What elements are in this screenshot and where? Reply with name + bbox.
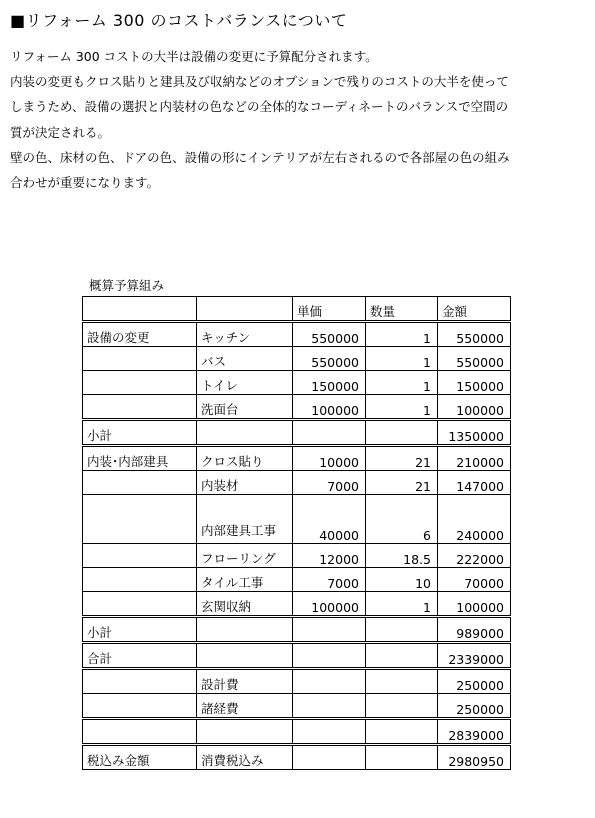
table-cell: 70000 [438,568,511,592]
table-cell [83,592,197,617]
table-header-cell [83,297,197,322]
table-cell: 100000 [438,395,511,420]
table-cell [197,617,293,643]
table-row [83,643,511,669]
table-cell: 21 [366,446,438,471]
intro-line: 質が決定される。 [10,124,111,140]
table-cell: 設備の変更 [83,322,197,347]
table-cell: バス [197,347,293,371]
table-cell: 240000 [438,495,511,544]
table-cell: 1 [366,371,438,395]
table-cell: タイル工事 [197,568,293,592]
table-cell: 諸経費 [197,694,293,719]
table-cell: 147000 [438,471,511,495]
table-cell [197,643,293,669]
table-header-cell: 金額 [438,297,511,322]
table-header-row [83,297,511,322]
table-row [83,347,511,371]
table-cell [83,495,197,544]
table-cell [366,617,438,643]
table-cell: 7000 [293,471,366,495]
table-row [83,694,511,719]
intro-line: しまうため、設備の選択と内装材の色などの全体的なコーディネートのバランスで空間の [10,99,509,115]
table-cell: 12000 [293,544,366,568]
table-cell [197,719,293,745]
table-cell: 150000 [438,371,511,395]
table-cell: 1 [366,322,438,347]
table-cell: 内装材 [197,471,293,495]
table-cell: 小計 [83,617,197,643]
table-row [83,395,511,420]
table-row [83,420,511,446]
table-caption: 概算予算組み [89,278,165,293]
table-cell: 250000 [438,669,511,694]
table-cell: 1 [366,347,438,371]
table-row [83,544,511,568]
table-cell: 税込み金額 [83,745,197,770]
table-row [83,471,511,495]
table-cell: 2839000 [438,719,511,745]
table-cell: 小計 [83,420,197,446]
table-cell [83,471,197,495]
table-cell [293,745,366,770]
table-cell [197,420,293,446]
table-row [83,322,511,347]
table-cell: 合計 [83,643,197,669]
table-cell: 消費税込み [197,745,293,770]
table-cell [366,745,438,770]
table-cell [366,420,438,446]
table-row [83,719,511,745]
table-header-cell: 単価 [293,297,366,322]
table-row [83,745,511,770]
table-cell [83,371,197,395]
intro-line: 内装の変更もクロス貼りと建具及び収納などのオプションで残りのコストの大半を使って [10,74,509,90]
table-row [83,617,511,643]
table-cell [293,617,366,643]
intro-line: リフォーム 300 コストの大半は設備の変更に予算配分されます。 [10,49,378,64]
table-cell: 100000 [438,592,511,617]
table-cell: 18.5 [366,544,438,568]
table-cell [366,669,438,694]
table-cell: 40000 [293,495,366,544]
table-cell: 10000 [293,446,366,471]
table-cell: 内装･内部建具 [83,446,197,471]
table-cell: 210000 [438,446,511,471]
table-row [83,495,511,544]
table-cell: 6 [366,495,438,544]
table-cell [83,568,197,592]
table-cell: トイレ [197,371,293,395]
table-cell: 設計費 [197,669,293,694]
table-row [83,446,511,471]
table-cell: 150000 [293,371,366,395]
table-cell [83,347,197,371]
page-title: ■リフォーム 300 のコストバランスについて [10,11,348,30]
table-cell: 550000 [293,322,366,347]
table-cell: 1 [366,592,438,617]
intro-line: 合わせが重要になります。 [10,175,160,191]
budget-table-body [83,297,511,770]
table-cell: 550000 [438,347,511,371]
table-cell [293,719,366,745]
table-cell: 玄関収納 [197,592,293,617]
table-cell: キッチン [197,322,293,347]
table-cell [293,643,366,669]
table-row [83,568,511,592]
table-cell: 10 [366,568,438,592]
table-cell: 2339000 [438,643,511,669]
table-header-cell [197,297,293,322]
table-cell: 100000 [293,592,366,617]
intro-text [10,44,588,195]
table-cell: 1350000 [438,420,511,446]
table-cell [83,544,197,568]
table-cell [366,694,438,719]
table-cell [293,420,366,446]
table-cell: 7000 [293,568,366,592]
table-cell: 550000 [438,322,511,347]
table-cell: 222000 [438,544,511,568]
table-cell [366,719,438,745]
table-row [83,371,511,395]
table-cell: 21 [366,471,438,495]
table-cell [293,669,366,694]
table-cell [83,719,197,745]
table-cell: 内部建具工事 [197,495,293,544]
table-row [83,669,511,694]
table-cell: 2980950 [438,745,511,770]
table-cell [83,694,197,719]
table-header-cell: 数量 [366,297,438,322]
table-cell: 550000 [293,347,366,371]
table-cell: 989000 [438,617,511,643]
table-cell [83,669,197,694]
table-cell [366,643,438,669]
table-cell: 1 [366,395,438,420]
table-cell: 100000 [293,395,366,420]
table-cell: 250000 [438,694,511,719]
table-cell: クロス貼り [197,446,293,471]
table-cell [293,694,366,719]
budget-table [82,296,511,770]
table-cell: フローリング [197,544,293,568]
table-cell [83,395,197,420]
table-row [83,592,511,617]
table-cell: 洗面台 [197,395,293,420]
intro-line: 壁の色、床材の色、ドアの色、設備の形にインテリアが左右されるので各部屋の色の組み [10,149,510,165]
